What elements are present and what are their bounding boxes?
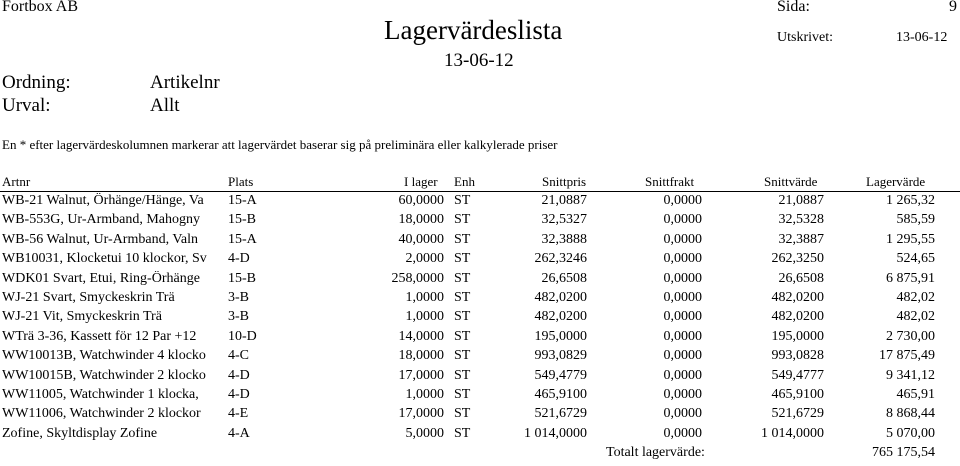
cell-plats: 15-B [228,270,256,286]
cell-artnr: WB-21 Walnut, Örhänge/Hänge, Va [2,193,204,208]
cell-snittpris: 21,0887 [541,193,587,208]
cell-snittfrakt: 0,0000 [663,425,702,441]
cell-snittfrakt: 0,0000 [663,193,702,208]
cell-snittpris: 465,9100 [534,387,587,402]
cell-snittvarde: 465,9100 [771,387,824,402]
col-lagervarde: Lagervärde [866,174,926,189]
cell-snittfrakt: 0,0000 [663,231,702,247]
cell-snittpris: 195,0000 [534,328,587,344]
col-enh: Enh [454,174,475,189]
cell-snittfrakt: 0,0000 [663,212,702,228]
cell-plats: 4-C [228,348,249,364]
cell-snittfrakt: 0,0000 [663,387,702,402]
table-row [0,290,960,311]
cell-ilager: 18,0000 [398,348,444,364]
cell-ilager: 2,0000 [405,251,444,267]
cell-snittvarde: 32,5328 [778,212,824,228]
table-row [0,329,960,350]
cell-artnr: WDK01 Svart, Etui, Ring-Örhänge [2,270,200,286]
cell-snittpris: 32,5327 [541,212,587,228]
cell-plats: 4-A [228,425,250,441]
company-name: Fortbox AB [2,0,79,15]
selection-label: Urval: [2,95,51,116]
cell-artnr: WB10031, Klocketui 10 klockor, Sv [2,251,207,267]
cell-artnr: WW11005, Watchwinder 1 klocka, [2,387,199,402]
cell-lagervarde: 1 295,55 [886,231,935,247]
cell-enh: ST [454,231,471,247]
cell-artnr: WB-553G, Ur-Armband, Mahogny [2,212,201,228]
cell-ilager: 258,0000 [391,270,444,286]
cell-snittpris: 549,4779 [534,367,587,383]
cell-lagervarde: 6 875,91 [886,270,935,286]
col-snittvarde: Snittvärde [764,174,818,189]
cell-lagervarde: 585,59 [896,212,935,228]
report-date: 13-06-12 [444,50,514,71]
cell-snittvarde: 21,0887 [778,193,824,208]
cell-ilager: 1,0000 [405,290,444,305]
total-value: 765 175,54 [872,445,935,460]
cell-enh: ST [454,270,471,286]
cell-plats: 4-D [228,367,250,383]
cell-plats: 15-A [228,193,257,208]
table-row [0,309,960,330]
cell-plats: 15-A [228,231,257,247]
table-row [0,212,960,233]
table-row [0,387,960,408]
cell-snittvarde: 195,0000 [771,328,824,344]
cell-ilager: 40,0000 [398,231,444,247]
table-row [0,368,960,389]
cell-lagervarde: 465,91 [896,387,935,402]
cell-lagervarde: 17 875,49 [879,348,935,364]
cell-ilager: 14,0000 [398,328,444,344]
cell-snittfrakt: 0,0000 [663,309,702,325]
cell-artnr: WJ-21 Svart, Smyckeskrin Trä [2,290,175,305]
table-row [0,232,960,253]
cell-artnr: WW10013B, Watchwinder 4 klocko [2,348,206,364]
cell-enh: ST [454,251,471,267]
cell-snittfrakt: 0,0000 [663,367,702,383]
header-rule [0,191,960,192]
order-label: Ordning: [2,72,71,93]
cell-snittvarde: 521,6729 [771,406,824,422]
cell-snittpris: 482,0200 [534,309,587,325]
cell-snittfrakt: 0,0000 [663,251,702,267]
printed-date: 13-06-12 [896,30,948,45]
cell-artnr: WB-56 Walnut, Ur-Armband, Valn [2,231,198,247]
cell-snittfrakt: 0,0000 [663,348,702,364]
cell-snittfrakt: 0,0000 [663,270,702,286]
report-title: Lagervärdeslista [384,15,563,45]
column-header-row [0,174,960,192]
cell-artnr: Zofine, Skyltdisplay Zofine [2,425,158,441]
cell-snittvarde: 482,0200 [771,309,824,325]
cell-plats: 4-E [228,406,249,422]
cell-lagervarde: 2 730,00 [886,328,935,344]
cell-plats: 4-D [228,251,250,267]
page-label: Sida: [777,0,810,15]
table-row [0,251,960,272]
cell-enh: ST [454,328,471,344]
cell-plats: 3-B [228,290,249,305]
cell-ilager: 18,0000 [398,212,444,228]
cell-lagervarde: 482,02 [896,290,935,305]
cell-snittvarde: 32,3887 [778,231,824,247]
page-number: 9 [949,0,957,15]
cell-enh: ST [454,348,471,364]
cell-snittvarde: 482,0200 [771,290,824,305]
cell-snittpris: 32,3888 [541,231,587,247]
price-note: En * efter lagervärdeskolumnen markerar att lagervärdet baserar sig på preliminära eller kalkylerade priser [2,137,558,152]
cell-snittvarde: 262,3250 [771,251,824,267]
table-row [0,406,960,427]
cell-artnr: WW10015B, Watchwinder 2 klocko [2,367,206,383]
cell-lagervarde: 524,65 [896,251,935,267]
total-label: Totalt lagervärde: [606,445,705,460]
cell-snittpris: 993,0829 [534,348,587,364]
cell-snittpris: 521,6729 [534,406,587,422]
cell-plats: 3-B [228,309,249,325]
cell-snittvarde: 993,0828 [771,348,824,364]
cell-snittvarde: 549,4777 [771,367,824,383]
cell-snittpris: 482,0200 [534,290,587,305]
table-row [0,426,960,447]
col-snittpris: Snittpris [542,174,587,189]
cell-ilager: 17,0000 [398,406,444,422]
cell-enh: ST [454,309,471,325]
cell-lagervarde: 5 070,00 [886,425,935,441]
cell-ilager: 5,0000 [405,425,444,441]
cell-artnr: WW11006, Watchwinder 2 klockor [2,406,201,422]
cell-ilager: 60,0000 [398,193,444,208]
cell-snittfrakt: 0,0000 [663,328,702,344]
cell-enh: ST [454,290,471,305]
cell-lagervarde: 9 341,12 [886,367,935,383]
cell-plats: 4-D [228,387,250,402]
cell-snittvarde: 26,6508 [778,270,824,286]
cell-ilager: 1,0000 [405,309,444,325]
cell-artnr: WJ-21 Vit, Smyckeskrin Trä [2,309,162,325]
cell-enh: ST [454,425,471,441]
cell-snittfrakt: 0,0000 [663,406,702,422]
table-row [0,193,960,214]
col-artnr: Artnr [2,174,31,189]
cell-snittfrakt: 0,0000 [663,290,702,305]
cell-snittpris: 1 014,0000 [524,425,587,441]
cell-plats: 10-D [228,328,257,344]
order-value: Artikelnr [150,72,220,93]
cell-snittpris: 262,3246 [534,251,587,267]
cell-lagervarde: 8 868,44 [886,406,935,422]
cell-plats: 15-B [228,212,256,228]
cell-enh: ST [454,387,471,402]
table-row [0,348,960,369]
printed-label: Utskrivet: [777,30,833,45]
cell-enh: ST [454,406,471,422]
col-ilager: I lager [404,174,438,189]
cell-lagervarde: 482,02 [896,309,935,325]
cell-snittvarde: 1 014,0000 [761,425,824,441]
cell-ilager: 1,0000 [405,387,444,402]
selection-value: Allt [150,95,180,116]
table-row [0,271,960,292]
cell-enh: ST [454,367,471,383]
col-snittfrakt: Snittfrakt [645,174,695,189]
cell-enh: ST [454,193,471,208]
cell-snittpris: 26,6508 [541,270,587,286]
cell-ilager: 17,0000 [398,367,444,383]
cell-artnr: WTrä 3-36, Kassett för 12 Par +12 [2,328,197,344]
col-plats: Plats [228,174,254,189]
cell-enh: ST [454,212,471,228]
cell-lagervarde: 1 265,32 [886,193,935,208]
